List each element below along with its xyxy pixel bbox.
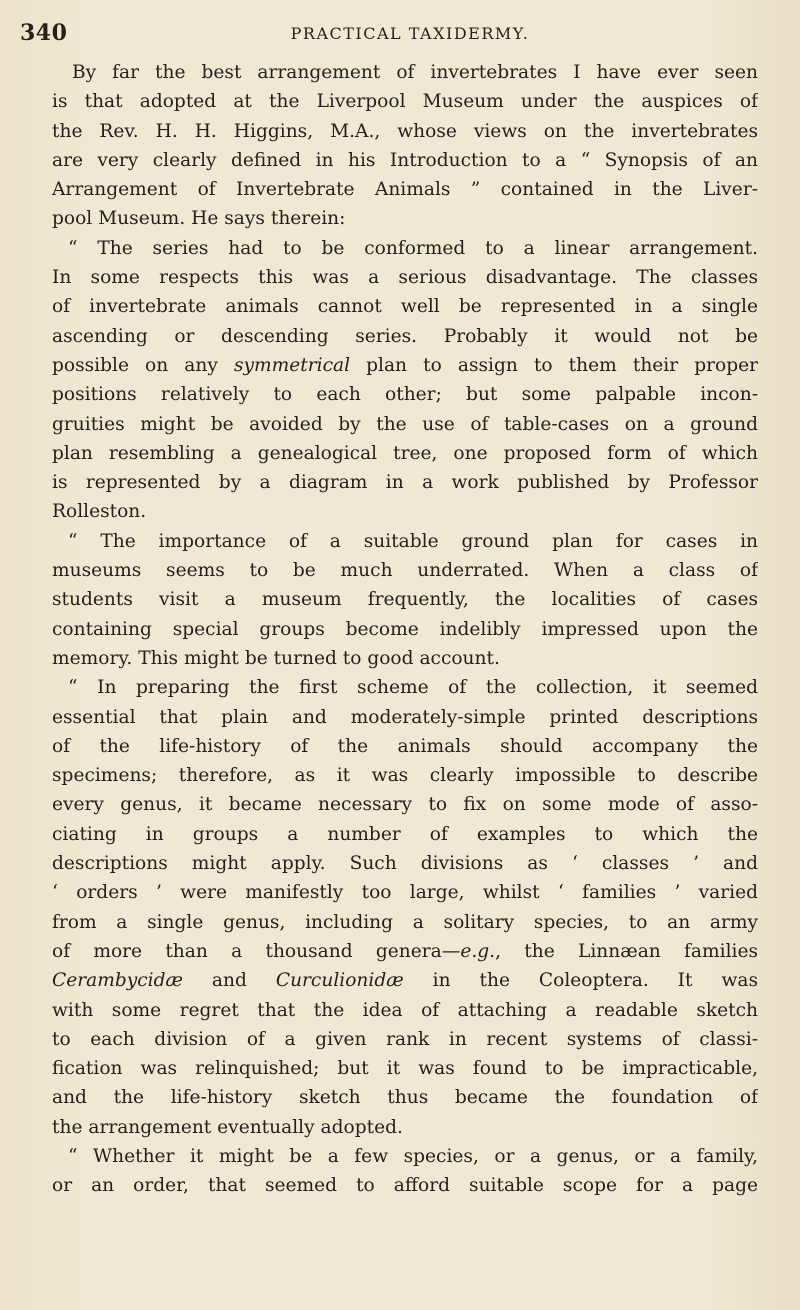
- text-line: “ In preparing the first scheme of the collection, it seemed: [68, 677, 758, 699]
- text-line: In some respects this was a serious disadvantage. The classes: [52, 267, 758, 289]
- text-line: specimens; therefore, as it was clearly impossible to describe: [52, 765, 758, 787]
- text-line: descriptions might apply. Such divisions as ‘ classes ’ and: [52, 853, 758, 875]
- text-line: students visit a museum frequently, the localities of cases: [52, 589, 758, 611]
- italic-term: symmetrical: [233, 354, 351, 376]
- text-line: every genus, it became necessary to fix on some mode of asso-: [52, 794, 758, 816]
- italic-term: e.g.: [460, 940, 496, 962]
- text-line: of more than a thousand genera—e.g., the Linnæan families: [52, 940, 758, 962]
- text-line: fication was relinquished; but it was found to be impracticable,: [52, 1058, 758, 1080]
- text-line: “ Whether it might be a few species, or a genus, or a family,: [68, 1145, 758, 1167]
- text-line: with some regret that the idea of attaching a readable sketch: [52, 999, 758, 1021]
- text-line: ciating in groups a number of examples to which the: [52, 823, 758, 845]
- text-line: of invertebrate animals cannot well be represented in a single: [52, 296, 758, 318]
- running-head: PRACTICAL TAXIDERMY.: [290, 24, 530, 43]
- text-line: “ The importance of a suitable ground plan for cases in: [68, 530, 758, 552]
- text-line: Rolleston.: [52, 501, 147, 523]
- text-line: is that adopted at the Liverpool Museum under the auspices of: [52, 91, 758, 113]
- text-line: “ The series had to be conformed to a linear arrangement.: [68, 237, 758, 259]
- body-text: [52, 58, 758, 1201]
- text-line: or an order, that seemed to afford suitable scope for a page: [52, 1175, 758, 1197]
- text-line: pool Museum. He says therein:: [52, 208, 346, 230]
- text-line: containing special groups become indelibly impressed upon the: [52, 618, 758, 640]
- text-line: are very clearly defined in his Introduction to a “ Synopsis of an: [52, 149, 758, 171]
- italic-term: Cerambycidæ: [52, 970, 183, 992]
- page-number: 340: [20, 20, 68, 46]
- text-line: from a single genus, including a solitary species, to an army: [52, 911, 758, 933]
- text-line: positions relatively to each other; but some palpable incon-: [52, 384, 758, 406]
- text-line: plan resembling a genealogical tree, one proposed form of which: [52, 442, 758, 464]
- italic-term: Curculionidæ: [275, 970, 404, 992]
- text-line: ascending or descending series. Probably it would not be: [52, 325, 758, 347]
- text-line: memory. This might be turned to good account.: [52, 647, 500, 669]
- text-line: By far the best arrangement of invertebrates I have ever seen: [72, 62, 758, 83]
- text-line: and the life-history sketch thus became the foundation of: [52, 1087, 758, 1109]
- text-line: museums seems to be much underrated. When a class of: [52, 560, 758, 582]
- text-line: Cerambycidæ and Curculionidæ in the Coleoptera. It was: [52, 970, 758, 992]
- text-line: to each division of a given rank in recent systems of classi-: [52, 1028, 758, 1050]
- text-line: essential that plain and moderately-simple printed descriptions: [52, 706, 758, 728]
- text-line: of the life-history of the animals should accompany the: [52, 735, 758, 757]
- text-line: the Rev. H. H. Higgins, M.A., whose views on the invertebrates: [52, 120, 758, 142]
- text-line: Arrangement of Invertebrate Animals ” contained in the Liver-: [52, 179, 758, 201]
- text-line: ‘ orders ’ were manifestly too large, whilst ‘ families ’ varied: [52, 882, 758, 904]
- text-line: is represented by a diagram in a work published by Professor: [52, 472, 758, 494]
- text-line: possible on any symmetrical plan to assign to them their proper: [52, 354, 758, 376]
- text-line: gruities might be avoided by the use of table-cases on a ground: [52, 413, 758, 435]
- page-header: [20, 20, 740, 50]
- text-line: the arrangement eventually adopted.: [52, 1116, 403, 1138]
